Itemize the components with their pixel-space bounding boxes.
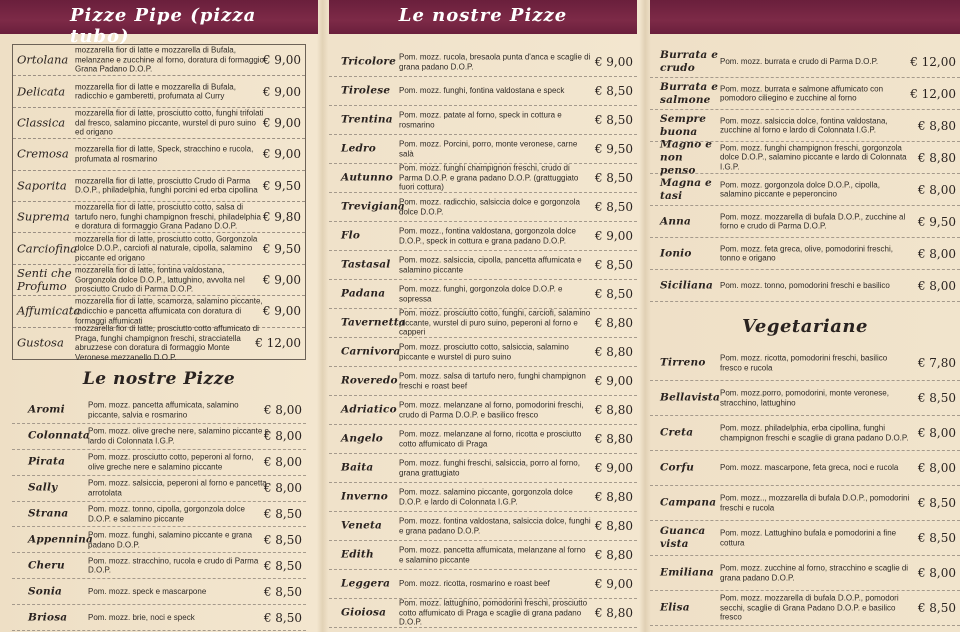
item-price: € 8,50 [917,496,956,510]
item-name: Tavernetta [341,316,406,329]
item-description: Pom. mozz. zucchine al forno, stracchino e scaglie di grana padano D.O.P. [720,563,909,582]
menu-panel-left [0,0,318,632]
item-name: Cremosa [17,146,69,161]
item-price: € 9,00 [594,229,633,243]
item-name: Sonia [28,585,63,598]
item-description: mozzarella fior di latte, Speck, stracchino e rucola, profumata al rosmarino [75,144,254,164]
item-price: € 12,00 [910,54,956,69]
item-description: Pom. mozz. prosciutto cotto, salsiccia, salamino piccante e wurstel di puro suino [399,342,569,361]
pizza-row [329,512,637,541]
pizza-row [329,135,637,164]
veg-pizza-row [650,591,960,626]
item-price: € 12,00 [910,86,956,101]
item-description: Pom. mozz. funghi, salamino piccante e grana padano D.O.P. [88,530,253,549]
item-price: € 8,80 [594,403,633,417]
item-description: mozzarella fior di latte, prosciutto cotto, salsa di tartufo nero, funghi champignon freschi, philadelphia e doratura di formaggio Grana Padano D.O.P. [75,202,261,231]
item-price: € 8,50 [594,113,633,127]
pipe-pizza-row [13,76,305,107]
item-price: € 8,80 [594,345,633,359]
item-description: Pom. mozz. funghi, fontina valdostana e speck [399,86,565,96]
item-name: Tricolore [341,55,396,68]
item-description: Pom. mozz. salsiccia dolce, fontina valdostana, zucchine al forno e lardo di Colonnata I.G.P. [720,115,888,135]
item-description: Pom. mozz.porro, pomodorini, monte veronese, stracchino, lattughino [720,388,889,407]
item-name: Carnivora [341,345,401,358]
pizza-row [329,280,637,309]
pipe-pizza-row [13,108,305,139]
item-description: Pom. mozz. funghi freschi, salsiccia, porro al forno, grana grattugiato [399,458,580,477]
item-description: Pom. mozz. funghi, gorgonzola dolce D.O.P. e sopressa [399,284,563,303]
pizza-row [329,570,637,599]
item-price: € 8,50 [917,601,956,615]
item-name: Edith [341,548,374,561]
item-name: Saporita [17,178,67,193]
item-description: Pom. mozz. Lattughino bufala e pomodorini a fine cottura [720,528,897,547]
item-name: Flo [341,229,361,242]
item-price: € 9,00 [594,461,633,475]
item-price: € 12,00 [255,336,301,351]
item-price: € 8,00 [263,429,302,444]
pizza-row [329,309,637,338]
item-description: Pom. mozz. olive greche nere, salamino piccante e lardo di Colonnata I.G.P. [88,426,269,446]
item-description: Pom. mozz. mascarpone, feta greca, noci e rucola [720,463,899,473]
pizza-row [329,77,637,106]
item-price: € 9,00 [262,147,301,162]
item-description: Pom. mozz. funghi champignon freschi, gorgonzola dolce D.O.P., salamino piccante e lardo di Colonnata I.G.P. [720,143,907,172]
item-description: Pom. mozz. lattughino, pomodorini freschi, prosciutto cotto affumicato di Praga e scaglie di grana padano D.O.P. [399,598,588,627]
item-description: Pom. mozz. patate al forno, speck in cottura e rosmarino [399,110,562,129]
item-description: Pom. mozz. ricotta, pomodorini freschi, basilico fresco e rucola [720,353,888,372]
item-name: Appennina [28,533,94,546]
item-description: Pom. mozz. mozzarella di bufala D.O.P., pomodori secchi, scaglie di Grana Padano D.O.P. e basilico fresco [720,593,899,622]
item-price: € 9,00 [594,55,633,69]
item-description: mozzarella fior di latte, scamorza, salamino piccante, radicchio e pancetta affumicata con doratura di formaggi affumicati [75,296,263,326]
item-description: Pom. mozz. feta greca, olive, pomodorini freschi, tonno e origano [720,243,893,263]
item-price: € 8,80 [594,548,633,562]
item-price: € 9,00 [594,374,633,388]
item-name: Creta [660,426,694,439]
pizza-row [329,48,637,77]
item-description: mozzarella fior di latte, prosciutto cotto, funghi trifolati dal fresco, salamino piccante, wurstel di puro suino ed origano [75,108,264,137]
item-name: Bellavista [660,391,720,404]
item-description: Pom. mozz. mozzarella di bufala D.O.P., zucchine al forno e crudo di Parma D.O.P. [720,211,906,231]
veg-pizza-row [650,346,960,381]
item-price: € 8,50 [263,507,302,522]
header-band [650,0,960,34]
item-name: Padana [341,287,386,300]
item-description: mozzarella fior di latte, prosciutto cotto, Gorgonzola dolce D.O.P., carciofi al naturale, cipolla, salamino piccante ed origano [75,234,258,263]
item-name: Briosa [28,611,68,624]
item-price: € 8,50 [594,287,633,301]
item-description: Pom. mozz. pancetta affumicata, melanzane al forno e salamino piccante [399,545,586,564]
item-price: € 8,50 [594,258,633,272]
item-description: Pom. mozz. radicchio, salsiccia dolce e gorgonzola dolce D.O.P. [399,197,580,216]
pizza-row [329,599,637,628]
item-name: Trevigiana [341,200,405,213]
pizza-row [650,270,960,302]
pizza-row [329,483,637,512]
item-description: Pom. mozz. speck e mascarpone [88,586,207,596]
item-price: € 9,00 [262,84,301,99]
item-description: Pom. mozz. ricotta, rosmarino e roast beef [399,579,550,589]
item-description: mozzarella fior di latte e mozzarella di Bufala, melanzane e zucchine al forno, doratura di formaggio Grana Padano D.O.P. [75,45,264,74]
item-name: Ledro [341,142,376,155]
veg-pizza-row [650,556,960,591]
pipe-pizza-row [13,233,305,264]
item-name: Suprema [17,209,70,224]
item-price: € 8,00 [917,278,956,293]
item-description: Pom. mozz. salamino piccante, gorgonzola dolce D.O.P. e lardo di Colonnata I.G.P. [399,487,573,506]
item-price: € 9,00 [594,577,633,591]
menu-panel-right [650,0,960,632]
veg-pizza-row [650,451,960,486]
item-name: Burrata e crudo [660,48,719,74]
item-name: Cheru [28,559,65,572]
item-price: € 8,50 [263,610,302,625]
header-title: Le nostre Pizze [398,5,568,26]
item-description: mozzarella fior di latte, prosciutto cotto affumicato di Praga, funghi champignon freschi, stracciatella abruzzese con doratura di formaggio Monte Veronese mezzanello D.O.P. [75,324,259,362]
item-price: € 8,00 [917,461,956,475]
item-name: Corfu [660,461,695,474]
item-price: € 7,80 [917,356,956,370]
item-description: Pom. mozz. salsa di tartufo nero, funghi champignon freschi e roast beef [399,371,586,390]
item-description: mozzarella fior di latte, fontina valdostana, Gorgonzola dolce D.O.P., lattughino, avvolta nel prosciutto Crudo di Parma D.O.P. [75,265,245,294]
item-price: € 8,00 [917,246,956,261]
item-description: Pom. mozz. tonno, cipolla, gorgonzola dolce D.O.P. e salamino piccante [88,504,245,524]
veg-pizza-row [650,521,960,556]
item-price: € 9,50 [917,214,956,229]
item-description: Pom. mozz.., mozzarella di bufala D.O.P., pomodorini freschi e rucola [720,493,910,512]
item-description: Pom. mozz. prosciutto cotto, peperoni al forno, olive greche nere e salamino piccante [88,452,254,472]
pizza-row [329,338,637,367]
item-name: Roveredo [341,374,398,387]
header-band [329,0,637,34]
item-name: Emiliana [660,566,714,579]
pizza-row [12,579,306,605]
item-price: € 8,80 [594,490,633,504]
item-name: Colonnata [28,429,90,442]
header-title: Pizze Pipe (pizza tubo) [70,5,257,47]
item-description: Pom. mozz. tonno, pomodorini freschi e basilico [720,280,890,290]
item-description: Pom. mozz. melanzane al forno, pomodorini freschi, crudo di Parma D.O.P. e basilico fresco [399,400,584,419]
item-price: € 8,50 [263,584,302,599]
item-name: Siciliana [660,279,713,291]
item-price: € 8,80 [594,316,633,330]
pizza-row [650,46,960,78]
item-name: Guanca vista [660,525,706,550]
item-price: € 8,00 [917,182,956,197]
item-name: Burrata e salmone [660,80,719,106]
pizza-row [650,174,960,206]
pizza-row [12,398,306,424]
item-price: € 8,50 [594,200,633,214]
item-price: € 9,00 [262,272,301,287]
item-name: Autunno [341,171,393,184]
item-description: Pom. mozz. melanzane al forno, ricotta e prosciutto cotto affumicato di Praga [399,429,582,448]
pipe-pizza-row [13,45,305,76]
item-name: Campana [660,496,717,509]
pizza-row [329,193,637,222]
item-price: € 8,50 [594,171,633,185]
pipe-pizza-row [13,171,305,202]
item-name: Gustosa [17,335,64,350]
item-name: Gioiosa [341,606,387,619]
item-description: Pom. mozz., fontina valdostana, gorgonzola dolce D.O.P., speck in cottura e grana padano D.O.P. [399,226,576,245]
section-title-vegetarian: Vegetariane [742,316,868,337]
item-name: Angelo [341,432,383,445]
item-price: € 8,00 [263,455,302,470]
item-price: € 8,80 [917,118,956,133]
item-price: € 8,80 [594,606,633,620]
item-description: Pom. mozz. funghi champignon freschi, crudo di Parma D.O.P. e grana padano D.O.P. (grattuggiato fuori cottura) [399,163,579,192]
item-price: € 9,80 [262,210,301,225]
pizza-row [12,450,306,476]
item-price: € 9,50 [262,241,301,256]
item-name: Tirolese [341,84,391,97]
item-name: Classica [17,115,66,130]
pizza-row [329,425,637,454]
item-price: € 8,00 [917,566,956,580]
item-name: Tastasal [341,258,391,271]
item-name: Adriatico [341,403,397,416]
item-name: Carciofina [17,241,78,256]
item-name: Sally [28,481,58,494]
item-price: € 8,50 [263,532,302,547]
item-description: mozzarella fior di latte, prosciutto Crudo di Parma D.O.P., philadelphia, funghi porcini ed erba cipollina [75,176,258,195]
item-description: Pom. mozz. gorgonzola dolce D.O.P., cipolla, salamino piccante e peperoncino [720,179,880,199]
item-name: Baita [341,461,374,474]
pizza-row [650,238,960,270]
pipe-pizza-row [13,139,305,170]
item-name: Elisa [660,601,690,614]
item-name: Inverno [341,490,388,503]
item-name: Aromi [28,403,65,416]
item-price: € 9,00 [262,53,301,68]
item-name: Leggera [341,577,391,590]
pizza-row [12,528,306,554]
item-name: Pirata [28,455,66,468]
pizza-row [12,502,306,528]
item-price: € 8,80 [917,150,956,165]
item-description: Pom. mozz. stracchino, rucola e crudo di Parma D.O.P. [88,556,259,575]
item-price: € 8,00 [917,426,956,440]
pizza-row [12,476,306,502]
item-name: Delicata [17,84,66,99]
item-description: Pom. mozz. burrata e crudo di Parma D.O.P. [720,56,879,66]
pizza-row [329,541,637,570]
pizza-row [329,367,637,396]
item-description: Pom. mozz. rucola, bresaola punta d'anca e scaglie di grana padano D.O.P. [399,52,591,71]
item-price: € 8,50 [917,531,956,545]
item-price: € 8,00 [263,481,302,496]
pizza-row [329,251,637,280]
item-name: Anna [660,215,692,227]
item-description: Pom. mozz. pancetta affumicata, salamino piccante, salvia e rosmarino [88,400,239,420]
pipe-pizza-row [13,296,305,327]
pizza-row [650,78,960,110]
item-price: € 8,80 [594,519,633,533]
item-description: Pom. mozz. brie, noci e speck [88,612,195,622]
item-description: Pom. mozz. philadelphia, erba cipollina, funghi champignon freschi e scaglie di grana padano D.O.P. [720,423,909,442]
pizza-row [650,138,960,176]
pizza-row [329,222,637,251]
item-name: Magna e tasi [660,176,712,202]
item-name: Trentina [341,113,393,126]
pizza-row [12,553,306,579]
pizza-row [12,424,306,450]
item-price: € 9,00 [262,115,301,130]
item-price: € 8,50 [594,84,633,98]
item-description: Pom. mozz. burrata e salmone affumicato con pomodoro ciliegino e zucchine al forno [720,83,884,103]
item-price: € 9,50 [594,142,633,156]
pizza-row [329,164,637,193]
item-description: Pom. mozz. prosciutto cotto, funghi, carciofi, salamino piccante, wurstel di puro suino, peperoni al forno e capperi [399,308,591,337]
item-price: € 9,50 [262,178,301,193]
header-band [0,0,318,47]
veg-pizza-row [650,486,960,521]
item-name: Tirreno [660,356,706,369]
item-price: € 8,50 [263,558,302,573]
item-name: Senti che Profumo [17,265,72,293]
item-description: Pom. mozz. Porcini, porro, monte veronese, carne salà [399,139,578,158]
pizza-row [650,206,960,238]
item-name: Ionio [660,247,692,259]
pizza-row [329,396,637,425]
item-price: € 8,00 [263,403,302,418]
pipe-pizza-row [13,202,305,233]
pipe-pizza-box [12,44,306,360]
item-description: Pom. mozz. fontina valdostana, salsiccia dolce, funghi e grana padano D.O.P. [399,516,591,535]
item-price: € 8,50 [917,391,956,405]
pizza-row [329,454,637,483]
pizza-row [12,605,306,631]
item-description: Pom. mozz. salsiccia, cipolla, pancetta affumicata e salamino piccante [399,255,582,274]
menu-panel-middle [329,0,637,632]
item-name: Affumicata [17,303,81,318]
pipe-pizza-row [13,265,305,296]
veg-pizza-row [650,416,960,451]
pipe-pizza-row [13,324,305,362]
item-name: Magno e non penso [660,138,713,176]
veg-pizza-row [650,381,960,416]
item-name: Ortolana [17,52,69,67]
pizza-row [329,106,637,135]
item-price: € 8,80 [594,432,633,446]
item-description: Pom. mozz. salsiccia, peperoni al forno e pancetta arrotolata [88,478,267,498]
item-name: Veneta [341,519,383,532]
item-name: Sempre buona [660,112,707,138]
item-name: Strana [28,507,69,520]
section-title: Le nostre Pizze [82,369,236,389]
item-description: mozzarella fior di latte e mozzarella di Bufala, radicchio e gamberetti, profumata al Curry [75,81,236,101]
item-price: € 9,00 [262,304,301,319]
